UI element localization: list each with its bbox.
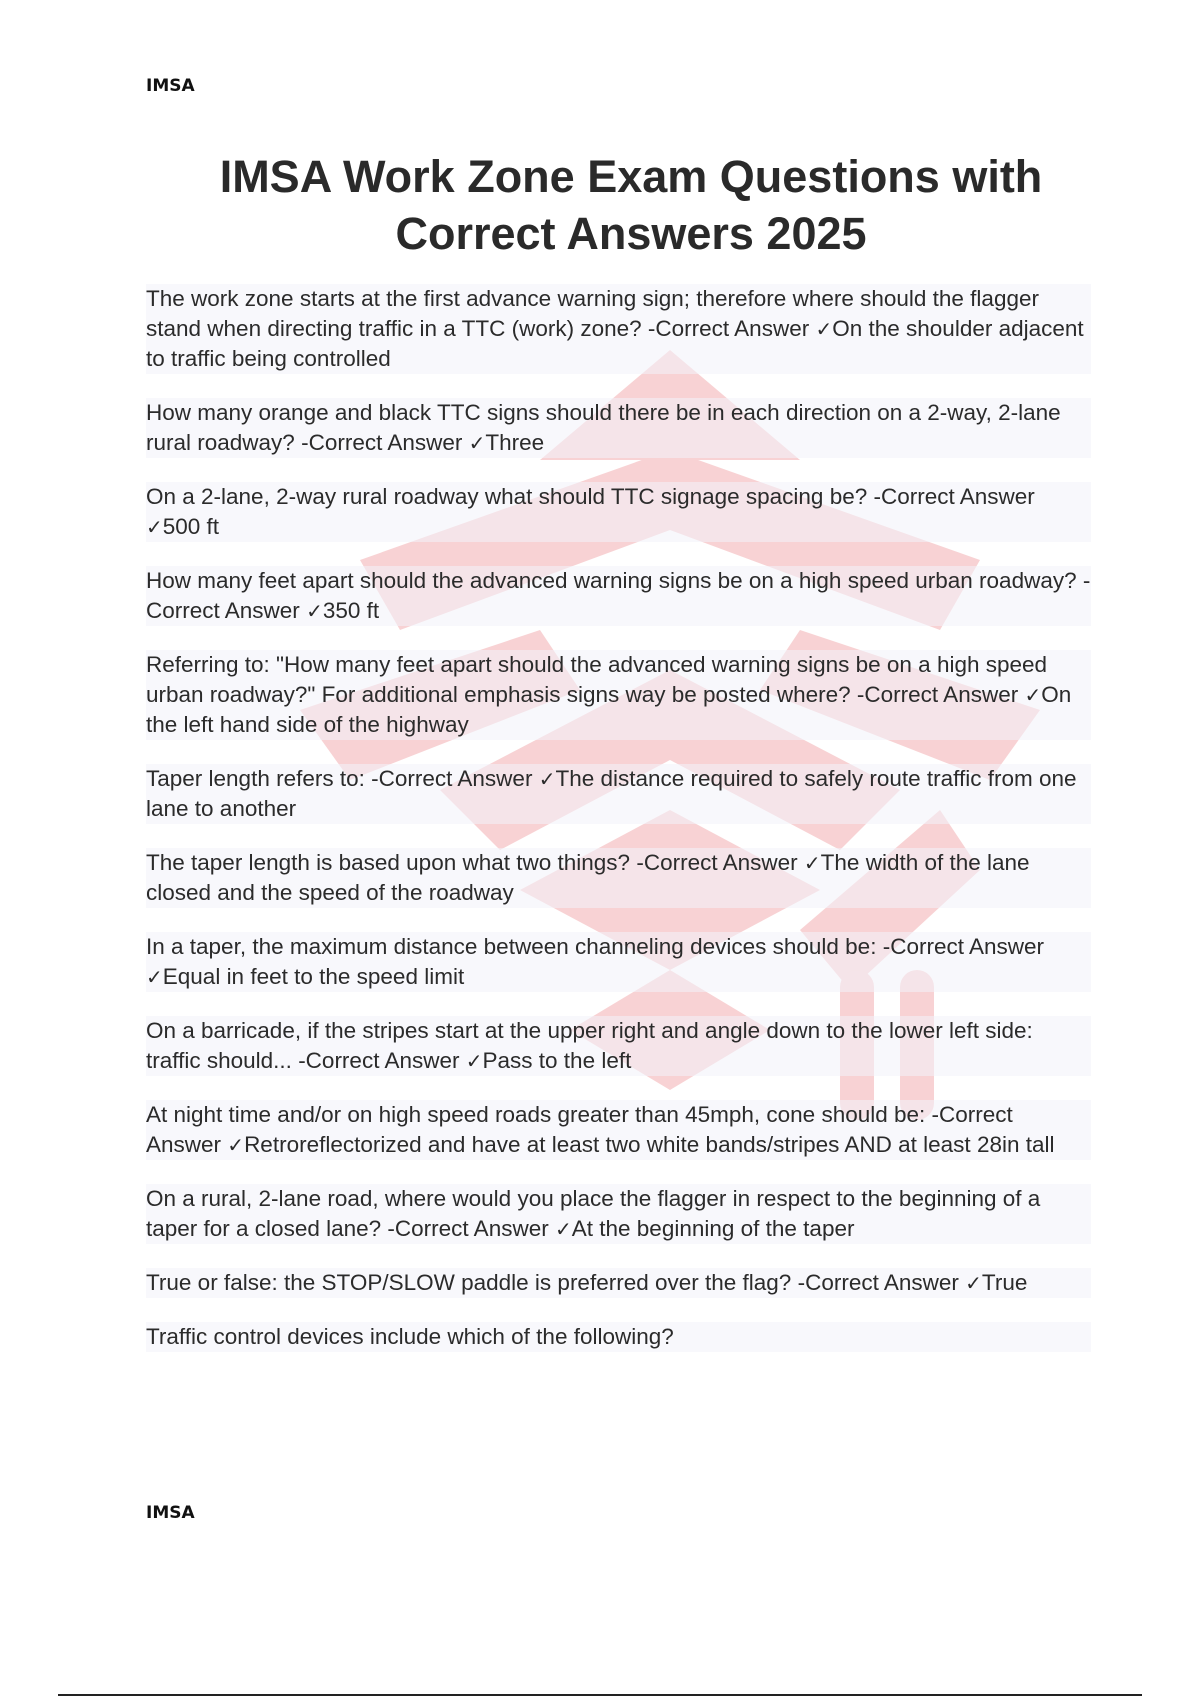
answer-marker: -Correct Answer <box>636 850 798 875</box>
answer-text: 500 ft <box>162 514 220 539</box>
question-text: True or false: the STOP/SLOW paddle is preferred over the flag? <box>146 1270 792 1295</box>
answer-marker: -Correct Answer <box>647 316 810 341</box>
question-text: On a rural, 2-lane road, where would you place the flagger in respect to the beginning of a taper for a closed lane? <box>146 1186 1041 1241</box>
checkmark-icon: ✓ <box>815 317 833 341</box>
answer-marker: -Correct Answer <box>371 766 533 791</box>
answer-text: The distance required to safely route traffic from one lane to another <box>146 766 1077 821</box>
qa-item <box>146 848 1091 908</box>
checkmark-icon: ✓ <box>965 1271 982 1295</box>
qa-item <box>146 482 1091 542</box>
checkmark-icon: ✓ <box>227 1133 245 1157</box>
page-bottom-rule <box>58 1694 1142 1696</box>
checkmark-icon: ✓ <box>803 851 821 875</box>
answer-marker: -Correct Answer <box>387 1216 549 1241</box>
answer-marker: -Correct Answer <box>298 1048 460 1073</box>
checkmark-icon: ✓ <box>306 599 323 623</box>
checkmark-icon: ✓ <box>554 1217 572 1241</box>
question-text: On a barricade, if the stripes start at the upper right and angle down to the lower left side: traffic should... <box>146 1018 1033 1073</box>
answer-marker: -Correct Answer <box>882 934 1045 959</box>
question-text: Taper length refers to: <box>146 766 365 791</box>
question-text: The work zone starts at the first advance warning sign; therefore where should the flagger stand when directing traffic in a TTC (work) zone? <box>146 286 1039 341</box>
question-list <box>146 284 1091 1376</box>
answer-marker: -Correct Answer <box>301 430 463 455</box>
answer-text: Pass to the left <box>482 1048 632 1073</box>
question-text: How many feet apart should the advanced warning signs be on a high speed urban roadway? <box>146 568 1077 593</box>
answer-text: Retroreflectorized and have at least two white bands/stripes AND at least 28in tall <box>244 1132 1055 1157</box>
answer-marker: -Correct Answer <box>873 484 1035 509</box>
answer-text: Three <box>485 430 545 455</box>
qa-item <box>146 284 1091 374</box>
question-text: How many orange and black TTC signs should there be in each direction on a 2-way, 2-lane rural roadway? <box>146 400 1061 455</box>
answer-text: On the left hand side of the highway <box>146 682 1072 737</box>
document-title: IMSA Work Zone Exam Questions with Correct Answers 2025 <box>219 151 1043 259</box>
answer-text: The width of the lane closed and the speed of the roadway <box>146 850 1030 905</box>
answer-text: On the shoulder adjacent to traffic being controlled <box>146 316 1084 371</box>
checkmark-icon: ✓ <box>465 1049 483 1073</box>
checkmark-icon: ✓ <box>146 515 163 539</box>
question-text: The taper length is based upon what two things? <box>146 850 631 875</box>
answer-text: At the beginning of the taper <box>571 1216 855 1241</box>
checkmark-icon: ✓ <box>1024 683 1042 707</box>
trailing-question: Traffic control devices include which of the following? <box>146 1322 1091 1352</box>
answer-marker: -Correct Answer <box>146 568 1091 623</box>
question-text: Referring to: "How many feet apart should the advanced warning signs be on a high speed urban roadway?" For additional emphasis signs way be posted where? <box>146 652 1048 707</box>
checkmark-icon: ✓ <box>468 431 486 455</box>
qa-item <box>146 1268 1091 1298</box>
page-header-label: IMSA <box>146 76 195 96</box>
answer-marker: -Correct Answer <box>146 1102 1013 1157</box>
answer-text: 350 ft <box>322 598 380 623</box>
answer-marker: -Correct Answer <box>797 1270 959 1295</box>
checkmark-icon: ✓ <box>538 767 556 791</box>
question-text: In a taper, the maximum distance between channeling devices should be: <box>146 934 877 959</box>
page-footer-label: IMSA <box>146 1503 195 1523</box>
checkmark-icon: ✓ <box>146 965 163 989</box>
qa-item <box>146 566 1091 626</box>
qa-item <box>146 650 1091 740</box>
question-text: On a 2-lane, 2-way rural roadway what should TTC signage spacing be? <box>146 484 868 509</box>
qa-item <box>146 932 1091 992</box>
qa-item <box>146 1100 1091 1160</box>
question-text: At night time and/or on high speed roads greater than 45mph, cone should be: <box>146 1102 926 1127</box>
qa-item <box>146 1016 1091 1076</box>
answer-marker: -Correct Answer <box>856 682 1019 707</box>
qa-item <box>146 1184 1091 1244</box>
answer-text: True <box>981 1270 1028 1295</box>
qa-item <box>146 398 1091 458</box>
qa-item <box>146 764 1091 824</box>
answer-text: Equal in feet to the speed limit <box>162 964 465 989</box>
